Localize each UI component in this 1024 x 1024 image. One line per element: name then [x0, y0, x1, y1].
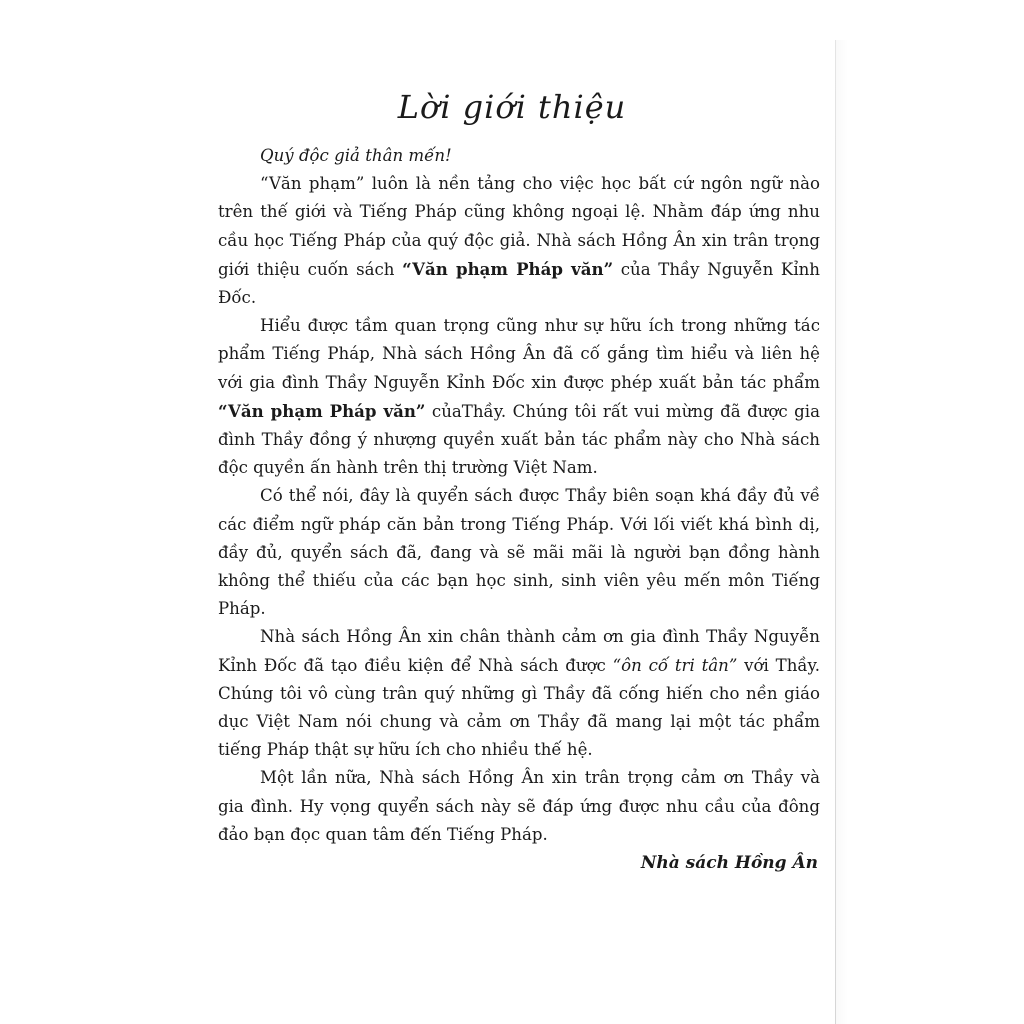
paragraph-4 — [218, 623, 820, 764]
paragraph-2 — [218, 312, 820, 482]
paragraph-1-text-a: “Văn phạm” luôn là nền tảng cho việc học bất cứ ngôn ngữ nào trên thế giới và Tiếng Pháp cũng không ngoại lệ. Nhằm đáp ứng nhu cầu học Tiếng Pháp của quý độc giả. Nhà sách Hồng Ân xin trân trọng giới thiệu cuốn sách — [218, 174, 820, 279]
paragraph-3: Có thể nói, đây là quyển sách được Thầy biên soạn khá đầy đủ về các điểm ngữ pháp căn bản trong Tiếng Pháp. Với lối viết khá bình dị, đầy đủ, quyển sách đã, đang và sẽ mãi mãi là người bạn đồng hành không thể thiếu của các bạn học sinh, sinh viên yêu mến môn Tiếng Pháp. — [218, 486, 820, 619]
body-text — [218, 142, 820, 849]
page-edge — [835, 40, 836, 1024]
book-title-bold: “Văn phạm Pháp văn” — [218, 400, 426, 421]
book-title-bold: “Văn phạm Pháp văn” — [402, 258, 614, 279]
paragraph-5: Một lần nữa, Nhà sách Hồng Ân xin trân trọng cảm ơn Thầy và gia đình. Hy vọng quyển sách này sẽ đáp ứng được nhu cầu của đông đảo bạn đọc quan tâm đến Tiếng Pháp. — [218, 768, 820, 844]
greeting: Quý độc giả thân mến! — [260, 146, 452, 165]
paragraph-4-text-a: Nhà sách Hồng Ân xin chân thành cảm ơn gia đình Thầy Nguyễn Kỉnh Đốc đã tạo điều kiện để Nhà sách được — [218, 627, 820, 675]
paragraph-2-text-a: Hiểu được tầm quan trọng cũng như sự hữu ích trong những tác phẩm Tiếng Pháp, Nhà sách Hồng Ân đã cố gắng tìm hiểu và liên hệ với gia đình Thầy Nguyễn Kỉnh Đốc xin được phép xuất bản tác phẩm — [218, 316, 820, 392]
page-title: Lời giới thiệu — [397, 88, 627, 126]
paragraph-4-text-b: với Thầy. Chúng tôi vô cùng trân quý những gì Thầy đã cống hiến cho nền giáo dục Việt Nam nói chung và cảm ơn Thầy đã mang lại một tác phẩm tiếng Pháp thật sự hữu ích cho nhiều thế hệ. — [218, 655, 820, 760]
quote-italic: “ôn cố tri tân” — [612, 655, 738, 675]
paragraph-2-text-b: củaThầy. Chúng tôi rất vui mừng đã được gia đình Thầy đồng ý nhượng quyền xuất bản tác phẩm này cho Nhà sách độc quyền ấn hành trên thị trường Việt Nam. — [218, 401, 821, 478]
paragraph-1 — [218, 170, 820, 312]
page-edge-shadow — [836, 40, 848, 1024]
signature: Nhà sách Hồng Ân — [640, 853, 818, 873]
paragraph-1-text-b: của Thầy Nguyễn Kỉnh Đốc. — [218, 259, 820, 308]
